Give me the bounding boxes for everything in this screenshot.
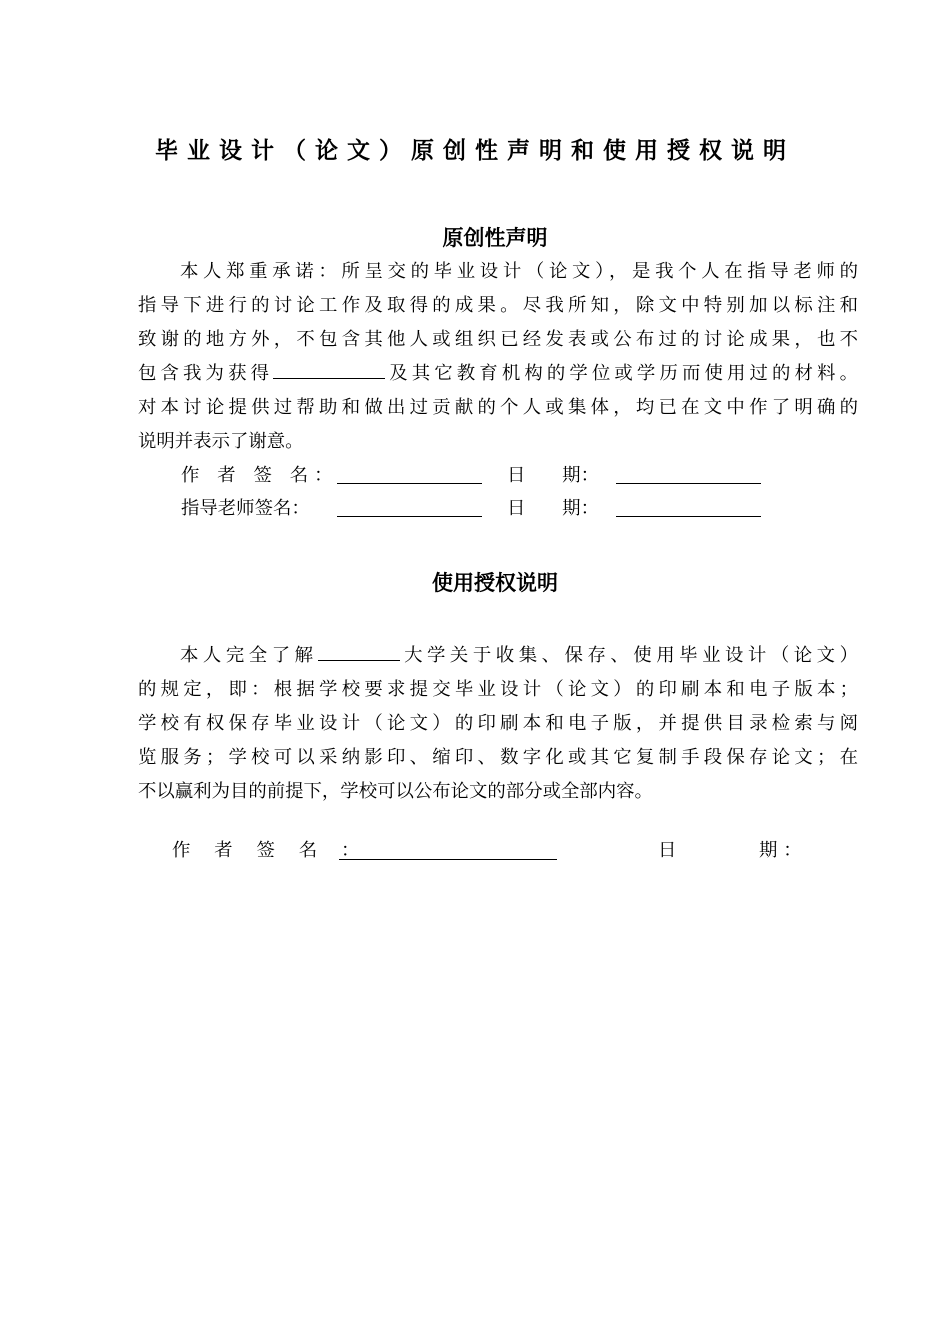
advisor-date-label: 日 期： xyxy=(507,498,599,519)
originality-heading: 原创性声明 xyxy=(442,226,548,250)
paragraph-line xyxy=(138,639,858,673)
paragraph-line: 对本讨论提供过帮助和做出过贡献的个人或集体，均已在文中作了明确的 xyxy=(138,397,858,418)
authorization-date-day: 日 xyxy=(658,840,677,861)
paragraph-text: 包含我为获得 xyxy=(138,363,274,384)
originality-paragraph xyxy=(138,255,858,459)
paragraph-line: 本人郑重承诺：所呈交的毕业设计（论文），是我个人在指导老师的 xyxy=(180,261,858,282)
author-sign-label: 作 者 签 名： xyxy=(181,465,339,486)
advisor-sign-label: 指导老师签名： xyxy=(181,498,310,519)
author-date-line[interactable] xyxy=(616,482,761,484)
authorization-paragraph xyxy=(138,639,858,809)
paragraph-line: 学校有权保存毕业设计（论文）的印刷本和电子版，并提供目录检索与阅 xyxy=(138,713,858,734)
authorization-heading: 使用授权说明 xyxy=(432,571,558,595)
paragraph-line: 说明并表示了谢意。 xyxy=(138,431,304,452)
paragraph-text: 大学关于收集、保存、使用毕业设计（论文） xyxy=(399,645,858,666)
paragraph-line: 的规定，即：根据学校要求提交毕业设计（论文）的印刷本和电子版本； xyxy=(138,679,858,700)
authorization-author-sign-label: 作 者 签 名 ： xyxy=(172,840,369,861)
page-title: 毕业设计（论文）原创性声明和使用授权说明 xyxy=(155,138,795,164)
authorization-author-sign-line[interactable] xyxy=(339,858,557,860)
paragraph-text: 及其它教育机构的学位或学历而使用过的材料。 xyxy=(385,363,858,384)
paragraph-line: 不以赢利为目的前提下，学校可以公布论文的部分或全部内容。 xyxy=(138,781,653,802)
author-sign-line[interactable] xyxy=(337,482,482,484)
paragraph-line xyxy=(138,357,858,391)
paragraph-line: 指导下进行的讨论工作及取得的成果。尽我所知，除文中特别加以标注和 xyxy=(138,295,858,316)
degree-blank xyxy=(273,358,385,379)
paragraph-line: 览服务；学校可以采纳影印、缩印、数字化或其它复制手段保存论文；在 xyxy=(138,747,858,768)
author-date-label: 日 期： xyxy=(507,465,599,486)
university-blank xyxy=(318,640,400,661)
advisor-date-line[interactable] xyxy=(616,515,761,517)
paragraph-line: 致谢的地方外，不包含其他人或组织已经发表或公布过的讨论成果，也不 xyxy=(138,329,858,350)
advisor-sign-line[interactable] xyxy=(337,515,482,517)
paragraph-text: 本人完全了解 xyxy=(180,645,318,666)
authorization-date-qi: 期 ： xyxy=(759,840,802,861)
